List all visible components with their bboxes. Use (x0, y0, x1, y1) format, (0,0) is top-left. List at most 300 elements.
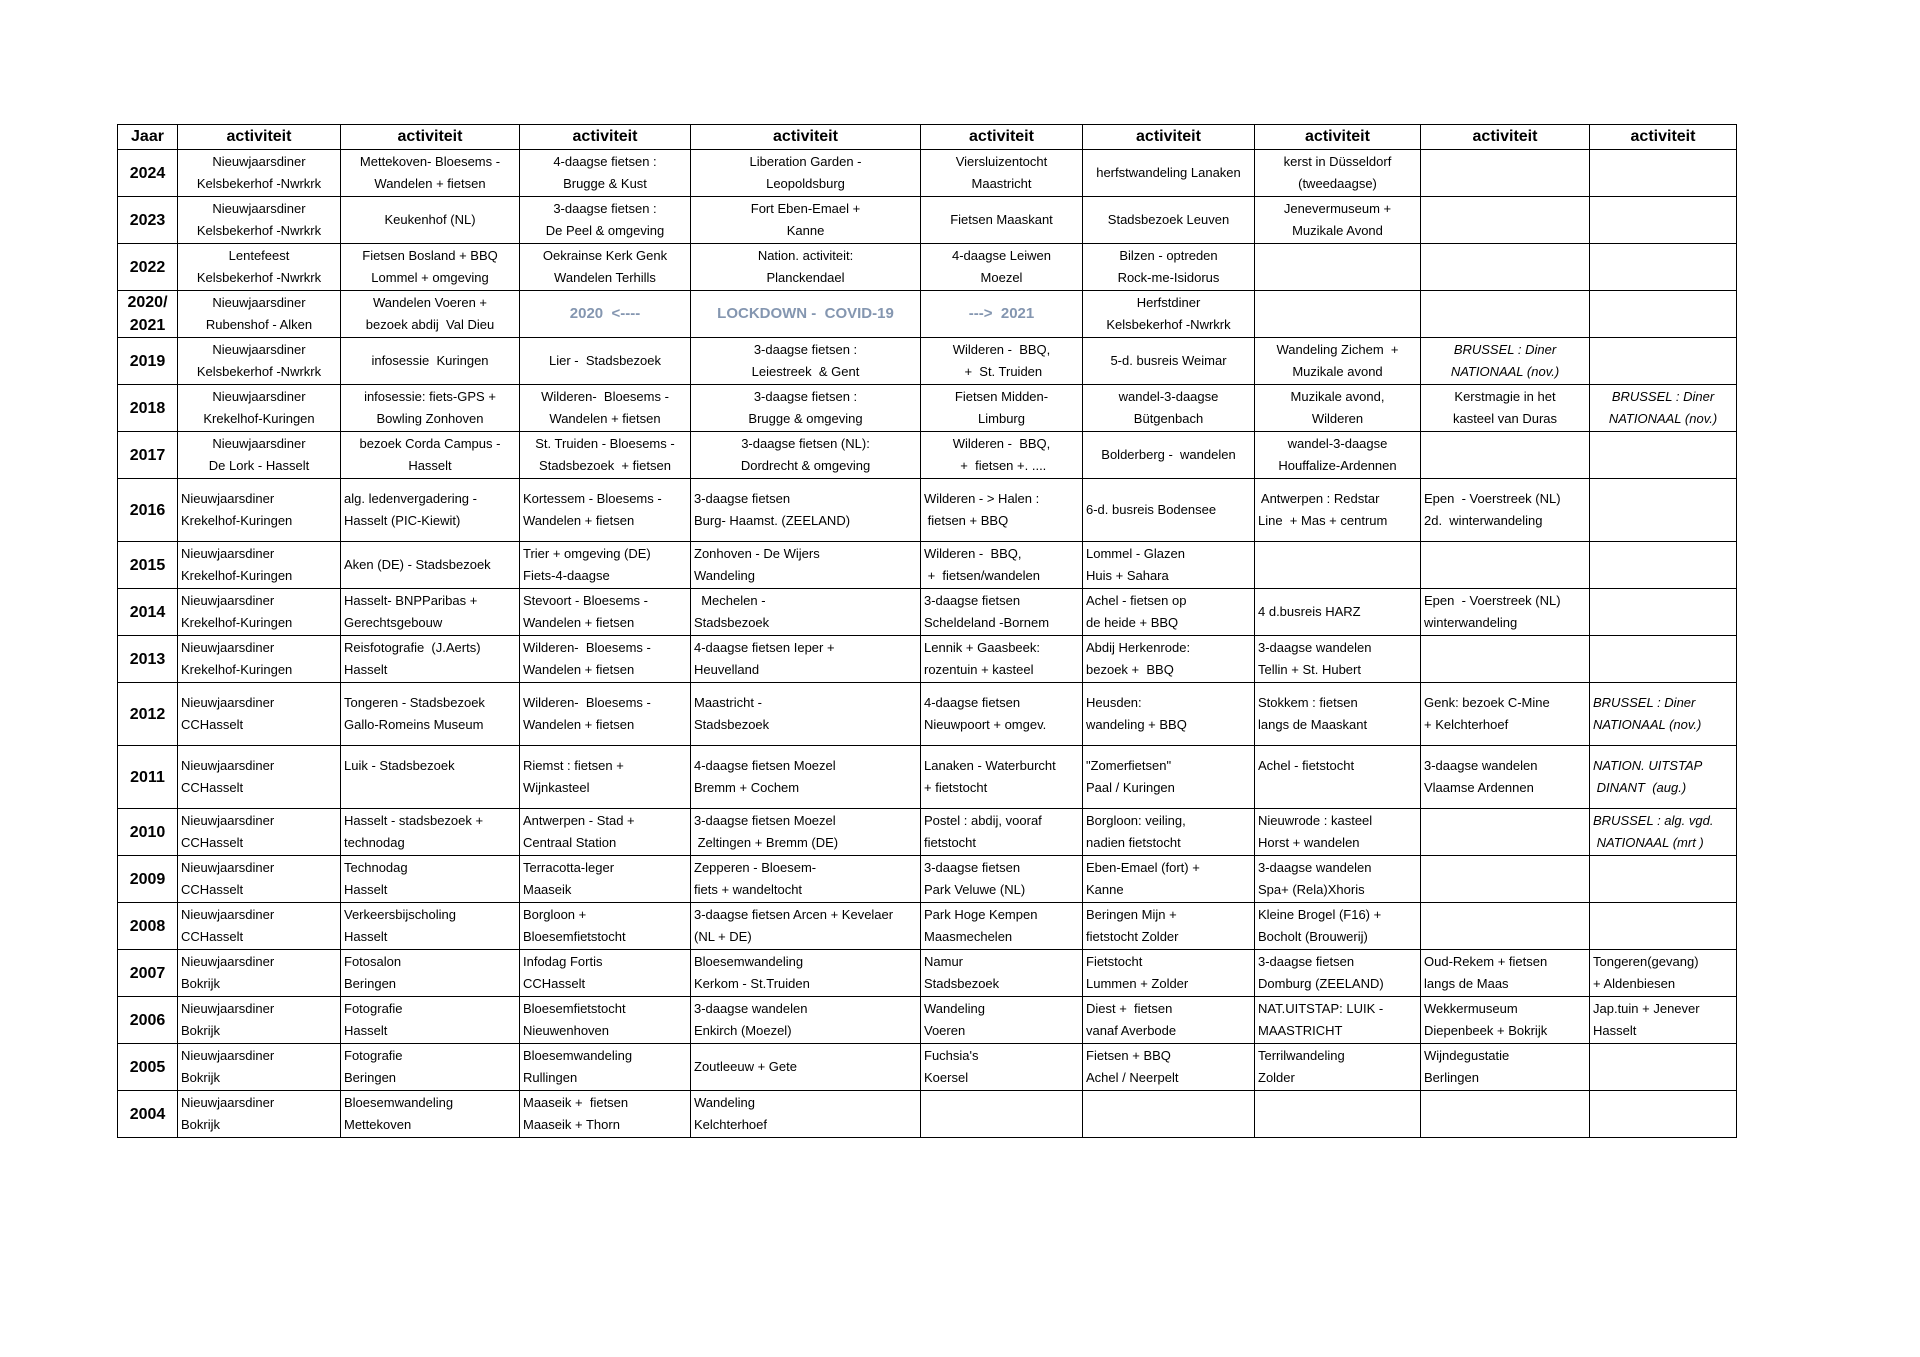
activity-text: Wandelen Terhills (554, 270, 656, 285)
activity-cell (520, 1091, 691, 1138)
activity-text: 2020 <---- (569, 305, 641, 322)
activity-text: nadien fietstocht (1086, 835, 1181, 850)
year-label: 2017 (129, 446, 166, 464)
table-row (118, 856, 1737, 903)
activity-text: Tongeren(gevang) (1593, 954, 1699, 969)
activity-text: Aken (DE) - Stadsbezoek (344, 557, 491, 572)
activity-cell (178, 589, 341, 636)
activity-cell (1590, 385, 1737, 432)
activity-text: Beringen (344, 1070, 397, 1085)
activity-text: Nieuwjaarsdiner (181, 954, 275, 969)
activity-cell (520, 385, 691, 432)
activity-text: + fietsen +. .... (956, 458, 1047, 473)
activity-text: Leiestreek & Gent (751, 364, 860, 379)
activity-cell (691, 950, 921, 997)
activity-text: Hasselt- BNPParibas + (344, 593, 478, 608)
activity-text: infosessie Kuringen (371, 353, 489, 368)
activity-text: Wijndegustatie (1424, 1048, 1510, 1063)
activity-text: Hasselt (344, 882, 388, 897)
activity-cell (1590, 542, 1737, 589)
year-label: 2020/ (127, 294, 168, 311)
activity-text: Wilderen - BBQ, (952, 342, 1051, 357)
activity-cell (1083, 385, 1255, 432)
activity-text: Wekkermuseum (1424, 1001, 1518, 1016)
activity-text: Nieuwjaarsdiner (181, 695, 275, 710)
activity-cell (1083, 338, 1255, 385)
activity-text: 3-daagse fietsen Moezel (694, 813, 836, 828)
activity-text: NATIONAAL (nov.) (1608, 411, 1718, 426)
activity-text: Trier + omgeving (DE) (523, 546, 651, 561)
activity-text: Fotosalon (344, 954, 402, 969)
activity-text: Mettekoven- Bloesems - (359, 154, 501, 169)
activity-text: Lommel + omgeving (371, 270, 489, 285)
activity-cell (1083, 197, 1255, 244)
table-row (118, 385, 1737, 432)
year-cell (118, 997, 178, 1044)
activity-cell (1255, 291, 1421, 338)
activity-cell (691, 1044, 921, 1091)
activity-cell (1590, 809, 1737, 856)
activity-cell (1421, 589, 1590, 636)
activity-text: infosessie: fiets-GPS + (364, 389, 496, 404)
activity-text: 5-d. busreis Weimar (1110, 353, 1227, 368)
activity-text: Nieuwjaarsdiner (181, 640, 275, 655)
activity-cell (691, 338, 921, 385)
activity-text: Bloesemfietstocht (523, 929, 626, 944)
activity-cell (1590, 903, 1737, 950)
activity-cell (178, 291, 341, 338)
activity-text: Jap.tuin + Jenever (1593, 1001, 1700, 1016)
activity-text: 3-daagse fietsen : (553, 201, 657, 216)
activity-text: 3-daagse fietsen : (753, 342, 858, 357)
activity-cell (520, 244, 691, 291)
activity-text: Verkeersbijscholing (344, 907, 457, 922)
activity-cell (1255, 150, 1421, 197)
activity-cell (921, 244, 1083, 291)
activity-text: winterwandeling (1424, 615, 1518, 630)
activity-text: Nieuwjaarsdiner (181, 1001, 275, 1016)
activity-text: 3-daagse fietsen : (753, 389, 858, 404)
activity-text: Fietsen + BBQ (1086, 1048, 1171, 1063)
activity-cell (520, 432, 691, 479)
activity-text: Zoutleeuw + Gete (694, 1059, 797, 1074)
activity-text: Centraal Station (523, 835, 617, 850)
activity-text: Keukenhof (NL) (384, 212, 476, 227)
activity-text: Fort Eben-Emael + (750, 201, 861, 216)
activity-text: Krekelhof-Kuringen (181, 615, 293, 630)
table-row (118, 809, 1737, 856)
activity-text: Oekrainse Kerk Genk (542, 248, 668, 263)
activity-cell (1590, 997, 1737, 1044)
activity-cell (1255, 542, 1421, 589)
year-label: 2005 (129, 1058, 166, 1076)
activity-cell (1421, 244, 1590, 291)
activity-cell (341, 856, 520, 903)
activity-cell (1083, 432, 1255, 479)
activity-text: 3-daagse fietsen (924, 860, 1021, 875)
activity-text: Fotografie (344, 1048, 403, 1063)
activity-text: Muzikale avond, (1290, 389, 1385, 404)
activity-cell (1590, 683, 1737, 746)
activity-text: wandeling + BBQ (1086, 717, 1187, 732)
activity-text: Kanne (1086, 882, 1124, 897)
activity-cell (1083, 636, 1255, 683)
activity-text: Wilderen - > Halen : (924, 491, 1040, 506)
activity-cell (178, 903, 341, 950)
activity-cell (341, 683, 520, 746)
activity-text: 4-daagse fietsen (924, 695, 1021, 710)
activity-text: 4-daagse fietsen : (553, 154, 657, 169)
activity-cell (691, 856, 921, 903)
year-label: 2024 (129, 164, 166, 182)
activity-cell (1421, 197, 1590, 244)
year-label: 2008 (129, 917, 166, 935)
activity-text: Stokkem : fietsen (1258, 695, 1358, 710)
table-row (118, 683, 1737, 746)
activity-text: Wandelen + fietsen (374, 176, 486, 191)
activity-text: Postel : abdij, vooraf (924, 813, 1042, 828)
activity-cell (1255, 432, 1421, 479)
activity-text: Nieuwjaarsdiner (181, 1095, 275, 1110)
activity-cell (1083, 903, 1255, 950)
activity-cell (1590, 150, 1737, 197)
header-activiteit: activiteit (1083, 125, 1255, 150)
activity-cell (1255, 997, 1421, 1044)
activity-cell (1421, 997, 1590, 1044)
activity-text: Maaseik + fietsen (523, 1095, 629, 1110)
year-label: 2010 (129, 823, 166, 841)
activity-cell (178, 385, 341, 432)
activity-cell (341, 809, 520, 856)
activity-text: Bremm + Cochem (694, 780, 800, 795)
activity-text: Zeltingen + Bremm (DE) (694, 835, 839, 850)
activity-cell (520, 950, 691, 997)
activity-text: Domburg (ZEELAND) (1258, 976, 1384, 991)
table-row (118, 479, 1737, 542)
year-cell (118, 291, 178, 338)
activity-cell (691, 1091, 921, 1138)
activity-text: 3-daagse wandelen (1258, 640, 1372, 655)
activity-text: Nieuwjaarsdiner (181, 860, 275, 875)
activity-cell (1590, 950, 1737, 997)
activity-cell (921, 746, 1083, 809)
activity-text: Diest + fietsen (1086, 1001, 1173, 1016)
activity-cell (178, 197, 341, 244)
activity-text: Nieuwjaarsdiner (212, 436, 306, 451)
activity-cell (341, 291, 520, 338)
table-row (118, 903, 1737, 950)
activity-cell (520, 856, 691, 903)
activity-text: Berlingen (1424, 1070, 1479, 1085)
activity-cell (1083, 542, 1255, 589)
activity-text: "Zomerfietsen" (1086, 758, 1172, 773)
activity-cell (341, 1091, 520, 1138)
year-cell (118, 150, 178, 197)
activity-text: 2d. winterwandeling (1424, 513, 1543, 528)
header-row (118, 125, 1737, 150)
activity-text: Kerstmagie in het (1454, 389, 1556, 404)
table-row (118, 338, 1737, 385)
activity-text: BRUSSEL : Diner (1611, 389, 1715, 404)
activity-text: Brugge & omgeving (748, 411, 863, 426)
activity-text: Hasselt (1593, 1023, 1637, 1038)
activity-cell (691, 746, 921, 809)
activity-cell (341, 746, 520, 809)
activity-text: NAT.UITSTAP: LUIK - (1258, 1001, 1384, 1016)
activity-text: MAASTRICHT (1258, 1023, 1343, 1038)
activity-text: Nieuwjaarsdiner (212, 154, 306, 169)
table-row (118, 197, 1737, 244)
activity-cell (921, 1091, 1083, 1138)
activity-cell (1083, 1044, 1255, 1091)
activity-cell (520, 479, 691, 542)
activity-text: Gerechtsgebouw (344, 615, 443, 630)
activity-text: bezoek Corda Campus - (359, 436, 501, 451)
activity-text: Diepenbeek + Bokrijk (1424, 1023, 1548, 1038)
activity-text: Stadsbezoek (924, 976, 1000, 991)
activity-cell (520, 338, 691, 385)
activity-cell (520, 809, 691, 856)
activity-text: Lanaken - Waterburcht (924, 758, 1056, 773)
activity-cell (921, 338, 1083, 385)
activity-text: Nieuwjaarsdiner (212, 295, 306, 310)
activity-text: 3-daagse wandelen (694, 1001, 808, 1016)
activity-cell (1590, 197, 1737, 244)
table-row (118, 150, 1737, 197)
activity-text: Lier - Stadsbezoek (548, 353, 661, 368)
activity-cell (921, 856, 1083, 903)
activity-text: Technodag (344, 860, 408, 875)
activity-cell (1421, 746, 1590, 809)
activity-text: Muzikale avond (1292, 364, 1383, 379)
activity-text: Bokrijk (181, 1117, 221, 1132)
year-label: 2019 (129, 352, 166, 370)
year-label: 2015 (129, 556, 166, 574)
year-label: 2021 (129, 317, 166, 334)
activity-cell (1590, 1091, 1737, 1138)
activity-text: ---> 2021 (968, 305, 1035, 322)
activity-cell (341, 903, 520, 950)
activity-cell (691, 479, 921, 542)
activity-text: Wandeling (694, 1095, 755, 1110)
activity-cell (1083, 809, 1255, 856)
activity-text: Hasselt (344, 662, 388, 677)
activity-cell (178, 542, 341, 589)
activity-text: Nieuwrode : kasteel (1258, 813, 1373, 828)
activity-text: 6-d. busreis Bodensee (1086, 502, 1217, 517)
header-activiteit: activiteit (921, 125, 1083, 150)
activity-text: fietstocht (924, 835, 977, 850)
activity-text: Maaseik (523, 882, 572, 897)
activity-text: Kelsbekerhof -Nwrkrk (196, 364, 322, 379)
header-activiteit: activiteit (1255, 125, 1421, 150)
activity-text: Zolder (1258, 1070, 1295, 1085)
activity-text: Nieuwjaarsdiner (212, 201, 306, 216)
activity-text: Maastricht (971, 176, 1032, 191)
activity-text: CCHasselt (181, 929, 244, 944)
activity-cell (691, 291, 921, 338)
table-body (118, 150, 1737, 1138)
activity-text: Beringen (344, 976, 397, 991)
activity-text: Kanne (786, 223, 825, 238)
header-activiteit: activiteit (178, 125, 341, 150)
activity-text: Nieuwpoort + omgev. (924, 717, 1047, 732)
activity-cell (178, 338, 341, 385)
activity-cell (921, 197, 1083, 244)
activity-cell (520, 636, 691, 683)
activity-cell (691, 589, 921, 636)
activity-text: + Aldenbiesen (1593, 976, 1676, 991)
table-row (118, 997, 1737, 1044)
activity-text: herfstwandeling Lanaken (1096, 165, 1241, 180)
activity-text: Krekelhof-Kuringen (181, 568, 293, 583)
activity-text: Nieuwjaarsdiner (212, 342, 306, 357)
activity-text: 3-daagse wandelen (1424, 758, 1538, 773)
activity-cell (921, 432, 1083, 479)
activity-text: Hasselt - stadsbezoek + (344, 813, 484, 828)
table-row (118, 291, 1737, 338)
activity-cell (1255, 197, 1421, 244)
activity-cell (341, 950, 520, 997)
activity-cell (520, 589, 691, 636)
activity-text: De Peel & omgeving (545, 223, 665, 238)
activity-cell (520, 197, 691, 244)
activity-cell (1083, 479, 1255, 542)
activity-text: Bilzen - optreden (1119, 248, 1218, 263)
activity-text: Houffalize-Ardennen (1278, 458, 1397, 473)
activity-text: Lommel - Glazen (1086, 546, 1185, 561)
activity-text: Rullingen (523, 1070, 578, 1085)
activity-cell (1421, 856, 1590, 903)
activity-text: Hasselt (PIC-Kiewit) (344, 513, 461, 528)
activity-text: LOCKDOWN - COVID-19 (717, 305, 894, 322)
activity-text: Bloesemwandeling (694, 954, 804, 969)
activity-text: Tongeren - Stadsbezoek (344, 695, 485, 710)
year-cell (118, 683, 178, 746)
activity-cell (341, 589, 520, 636)
activity-text: Bokrijk (181, 1070, 221, 1085)
activity-text: Voeren (924, 1023, 966, 1038)
activity-text: Fuchsia's (924, 1048, 979, 1063)
activity-text: Wijnkasteel (523, 780, 590, 795)
activity-text: bezoek + BBQ (1086, 662, 1174, 677)
activity-text: 3-daagse fietsen (924, 593, 1021, 608)
activity-text: Abdij Herkenrode: (1086, 640, 1191, 655)
activity-text: Kelsbekerhof -Nwrkrk (196, 223, 322, 238)
year-cell (118, 589, 178, 636)
activity-cell (1421, 1044, 1590, 1091)
activity-cell (178, 150, 341, 197)
activity-cell (1255, 950, 1421, 997)
activity-text: 4 d.busreis HARZ (1258, 604, 1361, 619)
activity-cell (921, 291, 1083, 338)
activity-text: 3-daagse wandelen (1258, 860, 1372, 875)
activity-text: BRUSSEL : alg. vgd. (1593, 813, 1714, 828)
activity-text: 3-daagse fietsen (1258, 954, 1355, 969)
activity-text: Riemst : fietsen + (523, 758, 624, 773)
activity-text: Mechelen - (694, 593, 766, 608)
activity-text: CCHasselt (181, 835, 244, 850)
year-cell (118, 244, 178, 291)
activity-text: Nieuwjaarsdiner (212, 389, 306, 404)
activity-text: Lummen + Zolder (1086, 976, 1189, 991)
activity-cell (178, 950, 341, 997)
activity-cell (691, 542, 921, 589)
year-cell (118, 432, 178, 479)
activity-text: wandel-3-daagse (1287, 436, 1388, 451)
activity-text: Wandeling (694, 568, 755, 583)
activity-cell (341, 244, 520, 291)
activity-text: Stadsbezoek Leuven (1107, 212, 1230, 227)
year-label: 2013 (129, 650, 166, 668)
activity-cell (1590, 636, 1737, 683)
activity-cell (1255, 479, 1421, 542)
activity-text: De Lork - Hasselt (208, 458, 310, 473)
activity-text: CCHasselt (181, 717, 244, 732)
activity-text: Wandelen + fietsen (523, 513, 635, 528)
activity-text: Krekelhof-Kuringen (181, 513, 293, 528)
activity-text: NATIONAAL (nov.) (1450, 364, 1560, 379)
activity-text: (tweedaagse) (1298, 176, 1377, 191)
activity-text: Terracotta-leger (523, 860, 615, 875)
activity-cell (1421, 432, 1590, 479)
year-cell (118, 479, 178, 542)
activity-text: Stadsbezoek (694, 615, 770, 630)
table-row (118, 244, 1737, 291)
activity-text (344, 777, 516, 799)
year-label: 2011 (130, 768, 165, 786)
activity-cell (178, 856, 341, 903)
activity-text: rozentuin + kasteel (924, 662, 1034, 677)
activity-text: 4-daagse Leiwen (951, 248, 1052, 263)
activity-cell (178, 1091, 341, 1138)
activity-text: Infodag Fortis (523, 954, 603, 969)
activity-text: Tellin + St. Hubert (1258, 662, 1361, 677)
activity-text: BRUSSEL : Diner (1593, 695, 1696, 710)
activity-text: Borgloon: veiling, (1086, 813, 1186, 828)
activity-cell (1421, 479, 1590, 542)
activity-cell (1255, 636, 1421, 683)
activity-cell (178, 997, 341, 1044)
activity-text: Fietsen Maaskant (950, 212, 1053, 227)
activity-cell (520, 683, 691, 746)
activity-text: 3-daagse fietsen (694, 491, 791, 506)
activity-text: Kelsbekerhof -Nwrkrk (196, 270, 322, 285)
activity-cell (921, 809, 1083, 856)
table-row (118, 589, 1737, 636)
header-activiteit: activiteit (341, 125, 520, 150)
activity-cell (1083, 1091, 1255, 1138)
activity-cell (691, 997, 921, 1044)
activity-text: Nieuwjaarsdiner (181, 546, 275, 561)
activity-cell (921, 385, 1083, 432)
activity-text: Moezel (980, 270, 1023, 285)
activity-cell (1083, 589, 1255, 636)
activity-text: 4-daagse fietsen Ieper + (694, 640, 835, 655)
activity-text: Krekelhof-Kuringen (181, 662, 293, 677)
activity-cell (1421, 338, 1590, 385)
activity-text: Terrilwandeling (1258, 1048, 1345, 1063)
year-cell (118, 950, 178, 997)
activity-cell (520, 746, 691, 809)
activity-text: Planckendael (766, 270, 845, 285)
year-cell (118, 385, 178, 432)
activity-text: CCHasselt (181, 882, 244, 897)
activity-text: Kortessem - Bloesems - (523, 491, 662, 506)
activity-text: 3-daagse fietsen Arcen + Kevelaer (694, 907, 894, 922)
table-row (118, 636, 1737, 683)
activity-cell (1255, 244, 1421, 291)
